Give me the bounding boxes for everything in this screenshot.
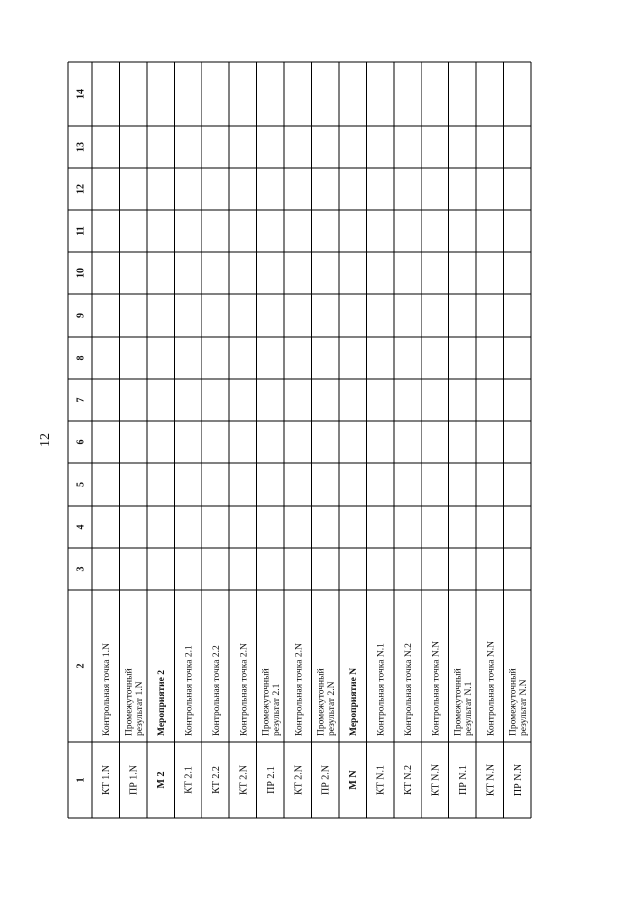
- row-description: [212, 645, 222, 736]
- cell-text-line: Контрольная точка 2.1: [184, 645, 195, 736]
- row-description: [404, 643, 414, 736]
- cell-text-line: Контрольная точка 2.N: [239, 643, 250, 736]
- column-header: 7: [75, 397, 87, 403]
- column-header: 2: [75, 663, 87, 669]
- cell-text-line: Контрольная точка 2.N: [294, 643, 305, 736]
- row-code: М 2: [156, 771, 168, 789]
- column-header: 3: [75, 566, 87, 572]
- row-description: [453, 668, 475, 736]
- row-code: ПР N.1: [457, 764, 469, 796]
- row-code: КТ N.N: [430, 763, 442, 797]
- cell-text-line: результат 2.N: [326, 681, 337, 736]
- row-description: [102, 643, 112, 736]
- cell-text-line: результат 2.1: [272, 683, 283, 736]
- row-description: [508, 668, 530, 736]
- cell-text-line: результат N.N: [519, 679, 530, 736]
- cell-text-line: Контрольная точка 2.2: [211, 645, 222, 736]
- row-description: [377, 643, 387, 736]
- column-header: 1: [75, 777, 87, 783]
- row-description: [431, 641, 441, 736]
- column-header: 5: [75, 482, 87, 487]
- cell-text-line: Промежуточный: [261, 668, 272, 736]
- cell-text-line: Контрольная точка 1.N: [102, 643, 113, 736]
- cell-text-line: Контрольная точка N.N: [486, 641, 497, 736]
- row-code: ПР 2.N: [320, 764, 332, 796]
- column-header: 8: [75, 355, 87, 361]
- row-code: М N: [348, 770, 360, 790]
- cell-text-line: Промежуточный: [453, 668, 464, 736]
- row-description: [486, 641, 496, 736]
- cell-text-line: Промежуточный: [124, 668, 135, 736]
- page-number: 12: [38, 433, 53, 447]
- row-description: [315, 668, 337, 736]
- row-description: [349, 668, 359, 736]
- row-code: ПР 1.N: [128, 764, 140, 796]
- row-code: КТ 2.N: [238, 765, 250, 795]
- column-header: 14: [75, 89, 87, 99]
- cell-text-line: результат 1.N: [134, 681, 145, 736]
- column-header: 4: [75, 524, 87, 530]
- cell-text-line: Контрольная точка N.2: [404, 643, 415, 736]
- row-code: КТ N.1: [375, 765, 387, 795]
- row-description: [294, 643, 304, 736]
- row-description: [239, 643, 249, 736]
- cell-text-line: Промежуточный: [508, 668, 519, 736]
- row-description: [157, 670, 167, 736]
- column-header: 6: [75, 439, 87, 445]
- cell-text-line: результат N.1: [464, 681, 475, 736]
- row-code: КТ 2.1: [183, 766, 195, 794]
- cell-text-line: Мероприятие 2: [157, 670, 168, 736]
- row-code: ПР N.N: [512, 763, 524, 797]
- cell-text-line: Мероприятие N: [349, 667, 360, 736]
- column-header: 9: [75, 313, 87, 318]
- column-header: 11: [75, 226, 87, 236]
- row-code: КТ N.N: [485, 763, 497, 797]
- column-header: 12: [75, 184, 87, 194]
- column-header: 13: [75, 142, 87, 152]
- cell-text-line: Промежуточный: [316, 668, 327, 736]
- column-header: 10: [75, 268, 87, 278]
- cell-text-line: Контрольная точка N.N: [431, 641, 442, 736]
- row-code: КТ 2.2: [210, 766, 222, 794]
- row-code: КТ 1.N: [101, 765, 113, 795]
- row-description: [261, 668, 283, 736]
- row-code: КТ 2.N: [293, 765, 305, 795]
- row-description: [185, 645, 195, 736]
- cell-text-line: Контрольная точка N.1: [376, 643, 387, 736]
- row-code: ПР 2.1: [265, 766, 277, 794]
- row-code: КТ N.2: [403, 765, 415, 795]
- row-description: [123, 668, 145, 736]
- table-cells: [76, 89, 530, 796]
